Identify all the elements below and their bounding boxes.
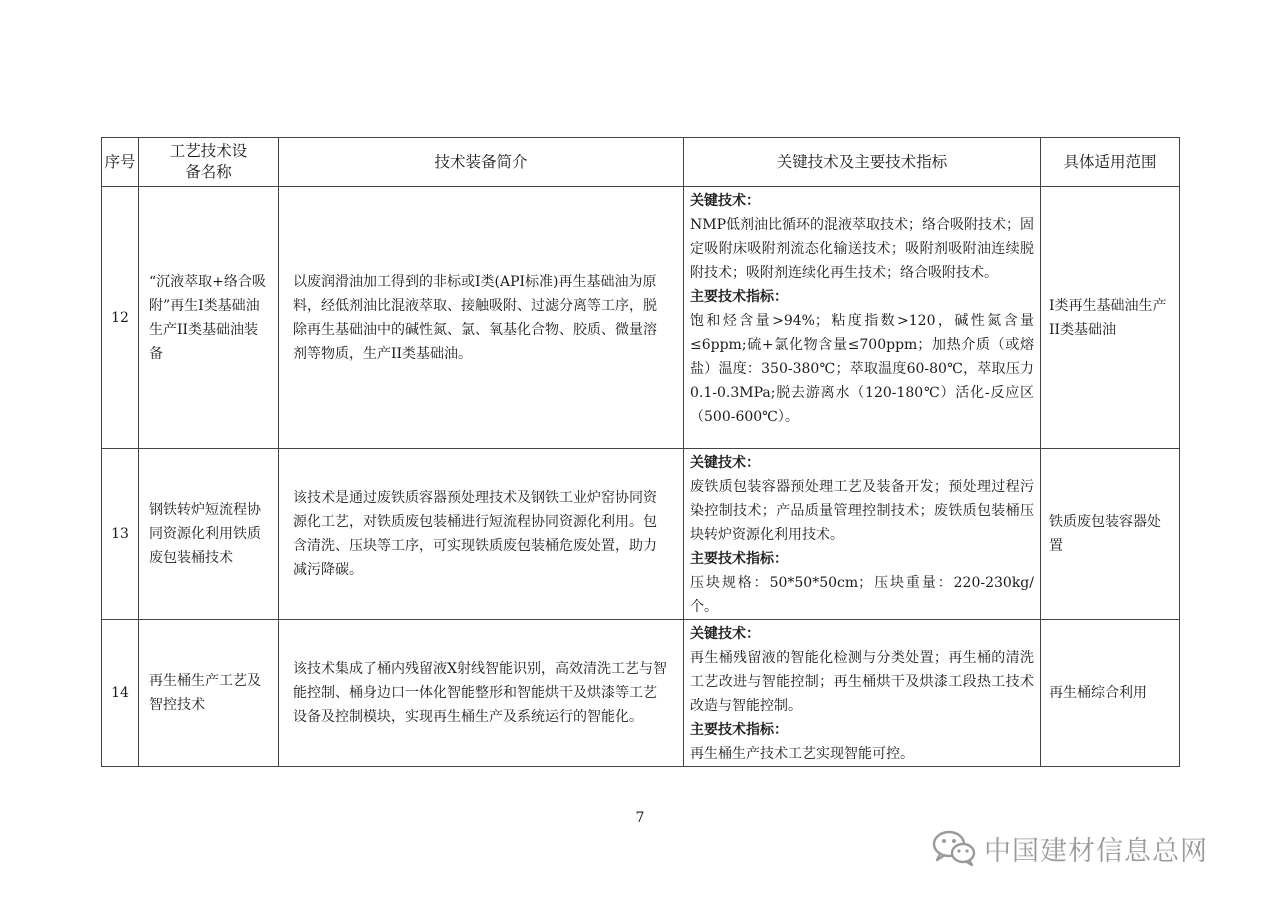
table-row	[102, 449, 1180, 620]
application-scope: 再生桶综合利用	[1041, 620, 1180, 767]
spec-text: 饱和烃含量>94%；粘度指数>120，碱性氮含量≤6ppm;硫+氯化物含量≤700ppm；加热介质（或熔盐）温度：350-380℃；萃取温度60-80℃，萃取压力0.1-0.3MPa;脱去游离水（120-180℃）活化-反应区（500-600℃）。	[690, 313, 1034, 425]
key-tech-cell	[684, 620, 1041, 767]
header-scope: 具体适用范围	[1041, 138, 1180, 187]
tech-description: 该技术是通过废铁质容器预处理技术及钢铁工业炉窑协同资源化工艺，对铁质废包装桶进行短流程协同资源化利用。包含清洗、压块等工序，可实现铁质废包装桶危废处置，助力减污降碳。	[279, 449, 684, 620]
header-key: 关键技术及主要技术指标	[684, 138, 1041, 187]
spec-label: 主要技术指标：	[690, 289, 788, 305]
key-tech-label: 关键技术：	[690, 193, 760, 209]
watermark-text: 中国建材信息总网	[984, 835, 1208, 867]
tech-description: 该技术集成了桶内残留液X射线智能识别，高效清洗工艺与智能控制、桶身边口一体化智能整形和智能烘干及烘漆等工艺设备及控制模块，实现再生桶生产及系统运行的智能化。	[279, 620, 684, 767]
spec-text: 压块规格：50*50*50cm；压块重量：220-230kg/个。	[690, 575, 1034, 615]
key-tech-label: 关键技术：	[690, 626, 760, 642]
header-name: 工艺技术设备名称	[139, 138, 279, 187]
row-number: 13	[102, 449, 139, 620]
row-number: 14	[102, 620, 139, 767]
table-header-row	[102, 138, 1180, 187]
key-tech-label: 关键技术：	[690, 455, 760, 471]
watermark	[930, 826, 1208, 870]
key-tech-cell	[684, 187, 1041, 449]
key-tech-text: NMP低剂油比循环的混液萃取技术；络合吸附技术；固定吸附床吸附剂流态化输送技术；吸附剂吸附油连续脱附技术；吸附剂连续化再生技术；络合吸附技术。	[690, 217, 1035, 281]
application-scope: I类再生基础油生产II类基础油	[1041, 187, 1180, 449]
key-tech-cell	[684, 449, 1041, 620]
process-technology-table	[101, 137, 1180, 767]
tech-name: 再生桶生产工艺及智控技术	[139, 620, 279, 767]
key-tech-text: 再生桶残留液的智能化检测与分类处置；再生桶的清洗工艺改进与智能控制；再生桶烘干及烘漆工段热工技术改造与智能控制。	[690, 650, 1034, 714]
table-row	[102, 187, 1180, 449]
header-desc: 技术装备简介	[279, 138, 684, 187]
tech-description: 以废润滑油加工得到的非标或I类(API标准)再生基础油为原料，经低剂油比混液萃取、接触吸附、过滤分离等工序，脱除再生基础油中的碱性氮、氯、氧基化合物、胶质、微量溶剂等物质，生产II类基础油。	[279, 187, 684, 449]
page-number: 7	[635, 810, 645, 826]
table-row	[102, 620, 1180, 767]
row-number: 12	[102, 187, 139, 449]
spec-text: 再生桶生产技术工艺实现智能可控。	[690, 746, 914, 762]
spec-label: 主要技术指标：	[690, 551, 788, 567]
wechat-icon	[930, 828, 978, 868]
spec-label: 主要技术指标：	[690, 722, 788, 738]
tech-name: 钢铁转炉短流程协同资源化利用铁质废包装桶技术	[139, 449, 279, 620]
key-tech-text: 废铁质包装容器预处理工艺及装备开发；预处理过程污染控制技术；产品质量管理控制技术；废铁质包装桶压块转炉资源化利用技术。	[690, 479, 1034, 543]
header-no: 序号	[102, 138, 139, 187]
tech-name: “沉液萃取+络合吸附”再生I类基础油生产II类基础油装备	[139, 187, 279, 449]
application-scope: 铁质废包装容器处置	[1041, 449, 1180, 620]
